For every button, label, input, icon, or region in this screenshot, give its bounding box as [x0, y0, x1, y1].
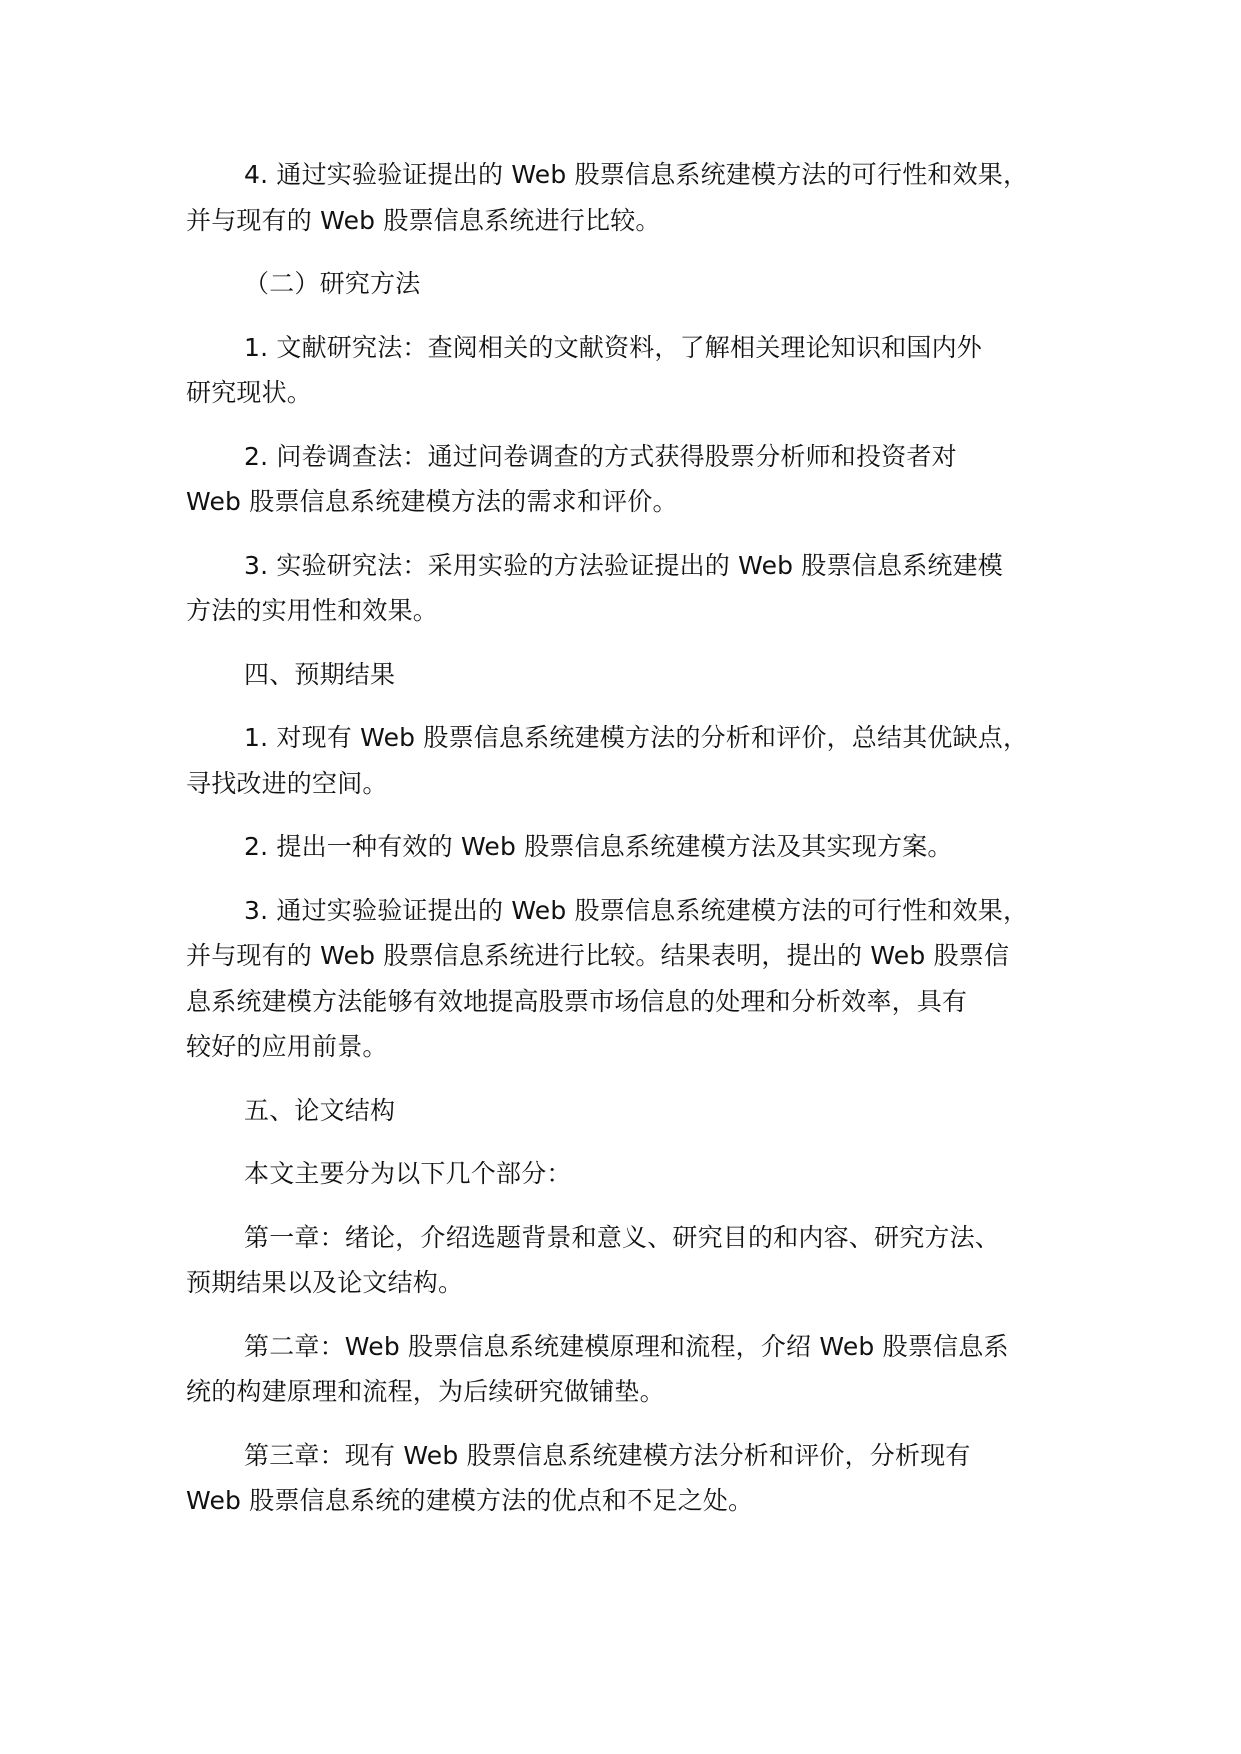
paragraph-method-1: [186, 325, 1086, 416]
text-line: 预期结果以及论文结构。: [186, 1268, 464, 1297]
text-line: 研究现状。: [186, 378, 313, 407]
paragraph-chapter-2: [186, 1324, 1086, 1415]
text-line: Web 股票信息系统的建模方法的优点和不足之处。: [186, 1486, 754, 1515]
paragraph-chapter-3: [186, 1433, 1086, 1524]
section-heading-thesis-structure: [186, 1088, 1086, 1134]
text-line: 并与现有的 Web 股票信息系统进行比较。结果表明，提出的 Web 股票信: [186, 941, 1010, 970]
text-line: Web 股票信息系统建模方法的需求和评价。: [186, 487, 678, 516]
paragraph-result-3: [186, 888, 1086, 1070]
paragraph-result-2: [186, 824, 1086, 870]
text-line: 寻找改进的空间。: [186, 768, 388, 798]
paragraph-method-2: [186, 434, 1086, 525]
text-line: 并与现有的 Web 股票信息系统进行比较。: [186, 205, 661, 235]
text-line: 4. 通过实验验证提出的 Web 股票信息系统建模方法的可行性和效果，: [244, 160, 1029, 189]
text-line: 3. 实验研究法：采用实验的方法验证提出的 Web 股票信息系统建模: [244, 550, 1003, 580]
paragraph-chapter-1: [186, 1215, 1086, 1306]
document-body: [186, 152, 1086, 1542]
text-line: 第三章：现有 Web 股票信息系统建模方法分析和评价，分析现有: [244, 1440, 971, 1470]
text-line: 五、论文结构: [244, 1095, 396, 1125]
section-subheading-research-methods: [186, 261, 1086, 307]
text-line: （二）研究方法: [244, 269, 421, 298]
text-line: 2. 问卷调查法：通过问卷调查的方式获得股票分析师和投资者对: [244, 441, 957, 471]
text-line: 四、预期结果: [244, 659, 396, 689]
paragraph-method-3: [186, 543, 1086, 634]
section-heading-expected-results: [186, 652, 1086, 698]
text-line: 方法的实用性和效果。: [186, 596, 439, 625]
text-line: 本文主要分为以下几个部分：: [244, 1159, 572, 1188]
text-line: 统的构建原理和流程，为后续研究做铺垫。: [186, 1377, 665, 1406]
paragraph-structure-intro: [186, 1151, 1086, 1197]
paragraph-objective-4: [186, 152, 1086, 243]
text-line: 1. 对现有 Web 股票信息系统建模方法的分析和评价，总结其优缺点，: [244, 723, 1029, 752]
text-line: 较好的应用前景。: [186, 1032, 388, 1061]
text-line: 1. 文献研究法：查阅相关的文献资料，了解相关理论知识和国内外: [244, 332, 983, 362]
text-line: 第一章：绪论，介绍选题背景和意义、研究目的和内容、研究方法、: [244, 1222, 1001, 1252]
text-line: 3. 通过实验验证提出的 Web 股票信息系统建模方法的可行性和效果，: [244, 895, 1029, 925]
text-line: 息系统建模方法能够有效地提高股票市场信息的处理和分析效率，具有: [186, 986, 968, 1016]
text-line: 第二章：Web 股票信息系统建模原理和流程，介绍 Web 股票信息系: [244, 1331, 1009, 1361]
paragraph-result-1: [186, 715, 1086, 806]
text-line: 2. 提出一种有效的 Web 股票信息系统建模方法及其实现方案。: [244, 832, 953, 861]
